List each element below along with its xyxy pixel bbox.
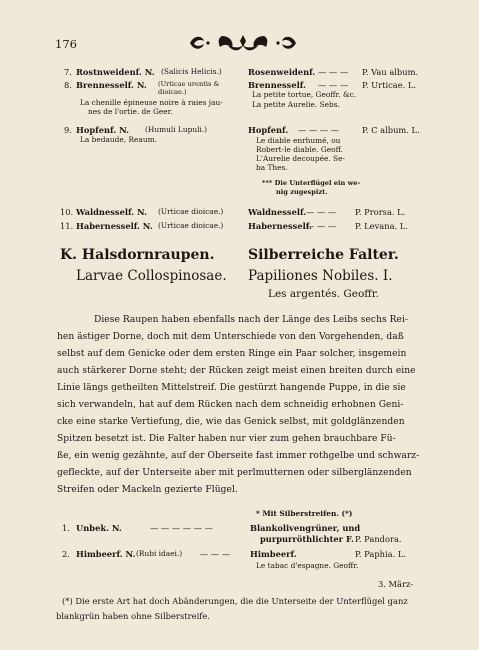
entry-11-number: 11.: [60, 221, 74, 231]
body-line-10: gefleckte, auf der Unterseite aber mit perlmutternen oder silberglänzenden: [57, 468, 412, 478]
entry-10-dashes: — — —: [306, 207, 337, 217]
entry-7-name: Rostnweidenf. N.: [76, 67, 155, 77]
body-line-8: Spitzen besetzt ist. Die Falter haben nur vier zum gehen brauchbare Fü-: [57, 434, 396, 444]
section-right-subheading: Papiliones Nobiles. I.: [248, 268, 393, 284]
subhead-silver: * Mit Silberstreifen. (*): [256, 509, 353, 518]
body-line-3: selbst auf dem Genicke oder dem ersten Ringe ein Paar solcher, insgemein: [57, 349, 407, 359]
entry-b2-name: Himbeerf. N.: [76, 549, 136, 559]
entry-7-german: Rosenweidenf.: [248, 67, 316, 77]
entry-10-german: Waldnesself.: [248, 207, 307, 217]
section-left-heading: K. Halsdornraupen.: [60, 247, 215, 263]
entry-8-species: P. Urticae. L.: [362, 80, 417, 90]
entry-b1-species: P. Pandora.: [355, 534, 402, 544]
body-line-9: ße, ein wenig gezähnte, auf der Oberseite fast immer rothgelbe und schwarz-: [57, 451, 420, 461]
section-left-subheading: Larvae Collospinosae.: [76, 268, 227, 284]
entry-8-french-4: La petite Aurelie. Sebs.: [252, 100, 340, 109]
body-line-11: Streifen oder Mackeln gezierte Flügel.: [57, 485, 238, 495]
entry-b1-german-2: purpurröthlichter F.: [260, 534, 354, 544]
entry-b2-french: Le tabac d'espagne. Geoffr.: [256, 561, 359, 570]
entry-10-name: Waldnesself. N.: [76, 207, 148, 217]
footnote-line-1: (*) Die erste Art hat doch Abänderungen, die die Unterseite der Unterflügel ganz: [62, 596, 408, 606]
entry-9-species: P. C album. L.: [362, 125, 420, 135]
entry-11-name: Habernesself. N.: [76, 221, 153, 231]
entry-9-german: Hopfenf.: [248, 125, 289, 135]
footnote-line-2: blankgrün haben ohne Silberstreife.: [56, 611, 210, 621]
entry-8-number: 8.: [64, 80, 72, 90]
entry-9-dashes: — — — —: [298, 125, 340, 135]
entry-9-note-2: nig zugespizt.: [276, 188, 328, 196]
entry-10-latin: (Urticae dioicae.): [158, 207, 224, 216]
entry-8-name: Brennesself. N.: [76, 80, 147, 90]
body-line-7: cke eine starke Vertiefung, die, wie das Genick selbst, mit goldglänzenden: [57, 417, 405, 427]
entry-10-number: 10.: [60, 207, 74, 217]
entry-8-german: Brennesself.: [248, 80, 306, 90]
entry-9-latin: (Humuli Lupuli.): [145, 125, 208, 134]
entry-10-species: P. Prorsa. L.: [355, 207, 406, 217]
entry-8-dashes: — — —: [318, 80, 349, 90]
entry-b2-species: P. Paphia. L.: [355, 549, 407, 559]
entry-9-note-1: *** Die Unterflügel ein we-: [262, 179, 361, 187]
entry-b1-dashes: — — — — — —: [150, 523, 213, 533]
body-line-2: hen ästiger Dorne, doch mit dem Unterschiede von den Vorgehenden, daß: [57, 332, 404, 342]
entry-11-dashes: — — —: [306, 221, 337, 231]
entry-8-french-3: La petite tortue, Geoffr. &c.: [252, 90, 357, 99]
entry-11-species: P. Levana. L.: [355, 221, 408, 231]
entry-b2-german: Himbeerf.: [250, 549, 297, 559]
entry-11-german: Habernesself.: [248, 221, 312, 231]
entry-9-french-2: Le diable enrhumé, ou: [256, 136, 341, 145]
entry-b1-number: 1.: [62, 523, 70, 533]
page-number: 176: [55, 37, 77, 51]
entry-7-species: P. Vau album.: [362, 67, 419, 77]
entry-9-french-3: Robert-le diable. Geoff.: [256, 145, 343, 154]
entry-b1-german: Blankolivengrüner, und: [250, 523, 361, 533]
catchword: 3. März-: [378, 579, 414, 589]
entry-7-latin: (Salicis Helicis.): [161, 67, 222, 76]
entry-7-number: 7.: [64, 67, 72, 77]
entry-9-french-4: L'Aurelie decoupée. Se-: [256, 154, 345, 163]
body-line-1: Diese Raupen haben ebenfalls nach der Länge des Leibs sechs Rei-: [94, 315, 409, 325]
entry-8-french-2: nes de l'ortie. de Geer.: [88, 107, 173, 116]
entry-7-dashes: — — —: [318, 67, 349, 77]
entry-b2-dashes: — — —: [200, 549, 231, 559]
entry-b2-number: 2.: [62, 549, 70, 559]
body-line-5: Linie längs getheilten Mittelstreif. Die gestürzt hangende Puppe, in die sie: [57, 383, 406, 393]
entry-9-name: Hopfenf. N.: [76, 125, 130, 135]
entry-8-french-1: La chenille épineuse noire à raies jau-: [80, 98, 223, 107]
entry-9-french-5: ba Thes.: [256, 163, 288, 172]
entry-9-number: 9.: [64, 125, 72, 135]
body-line-4: auch stärkerer Dorne steht; der Rücken zeigt meist einen breiten durch eine: [57, 366, 416, 376]
entry-b1-name: Unbek. N.: [76, 523, 122, 533]
ornament-vignette: [184, 32, 302, 54]
entry-8-latin: (Urticae urentis & dioicae.): [158, 80, 220, 96]
body-line-6: sich verwandeln, hat auf dem Rücken nach dem schneidig erhobnen Geni-: [57, 400, 404, 410]
entry-9-french-1: La bedaude, Reaum.: [80, 135, 157, 144]
section-right-heading: Silberreiche Falter.: [248, 247, 399, 263]
entry-11-latin: (Urticae dioicae.): [158, 221, 224, 230]
entry-b2-latin: (Rubi idaei.): [136, 549, 183, 558]
section-right-french: Les argentés. Geoffr.: [268, 288, 379, 300]
